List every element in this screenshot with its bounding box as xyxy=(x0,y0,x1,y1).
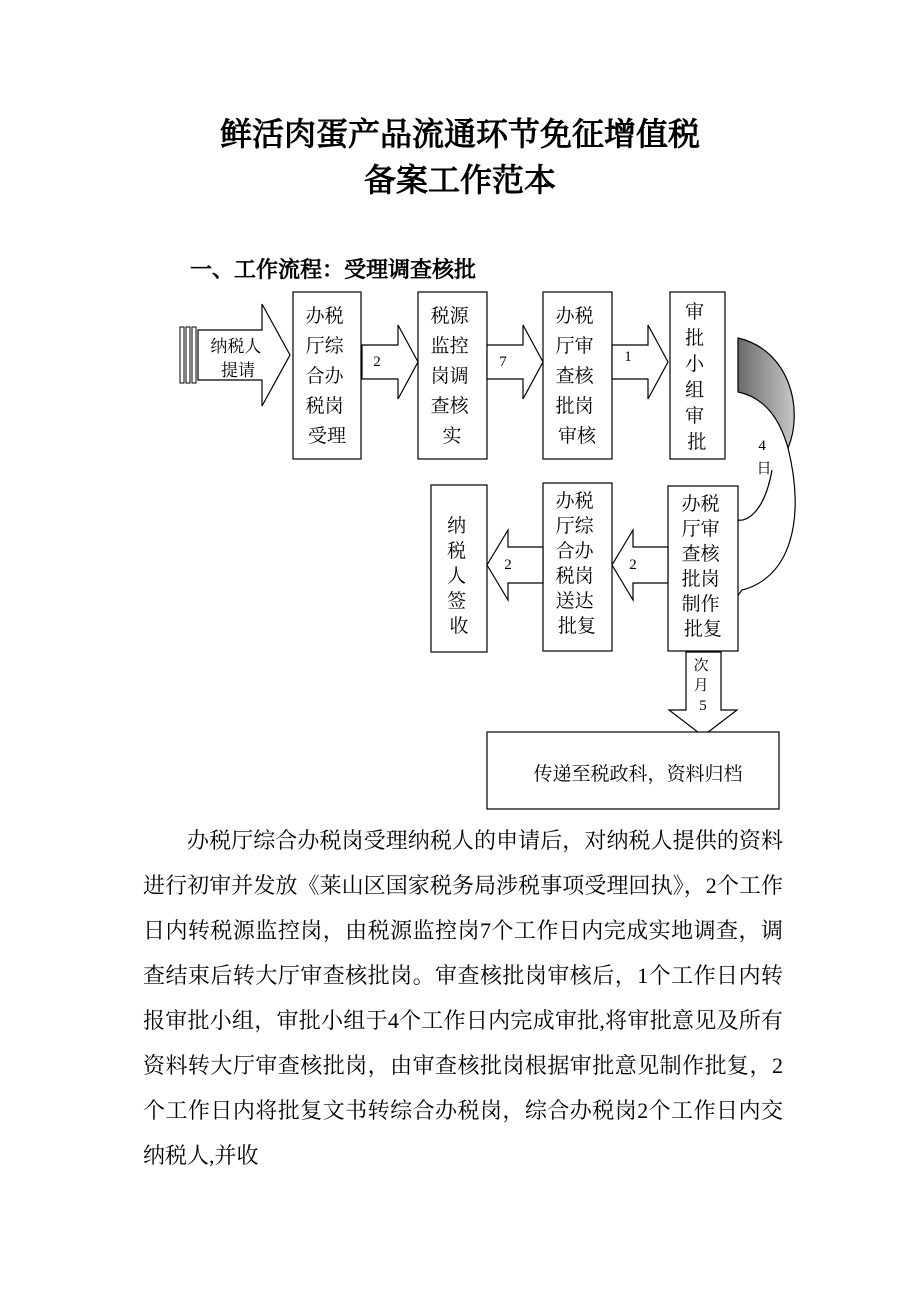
step-label-line: 批岗 xyxy=(681,569,720,590)
arrow6-days: 2 xyxy=(504,557,512,573)
step-label-line: 办税 xyxy=(681,494,720,515)
arrow2-days: 7 xyxy=(499,354,507,370)
step-label-line: 查核 xyxy=(430,396,469,417)
step-label-line: 收 xyxy=(449,616,469,637)
step-label-line: 审 xyxy=(685,302,705,323)
step-label-line: 批 xyxy=(687,432,707,453)
start-striped-block xyxy=(180,327,196,383)
step-label-line: 受理 xyxy=(307,426,347,447)
step-label-line: 批岗 xyxy=(555,396,594,417)
step-label-line: 税岗 xyxy=(305,396,344,417)
arrow1-days: 2 xyxy=(373,354,381,370)
step-label-line: 办税 xyxy=(305,306,344,327)
down-days-line: 月 xyxy=(693,678,709,694)
section-heading: 一、工作流程：受理调查核批 xyxy=(190,258,477,283)
step-label-line: 批 xyxy=(685,328,705,349)
step-label-line: 岗调 xyxy=(430,366,469,387)
step-label-line: 制作 xyxy=(681,594,720,615)
step-label-line: 组 xyxy=(685,380,705,401)
step-label-line: 办税 xyxy=(555,491,594,512)
document-title-line2: 备案工作范本 xyxy=(363,161,556,199)
start-label-line: 提请 xyxy=(221,361,255,380)
step-label-line: 人 xyxy=(447,566,467,587)
step-accept-label xyxy=(306,305,349,447)
arrow3-days: 1 xyxy=(624,349,632,365)
step-label-line: 纳 xyxy=(447,516,467,537)
step-label-line: 小 xyxy=(685,354,705,375)
body-paragraph: 办税厅综合办税岗受理纳税人的申请后，对纳税人提供的资料进行初审并发放《莱山区国家税务局涉税事项受理回执》，2个工作日内转税源监控岗，由税源监控岗7个工作日内完成实地调查，调查结束后转大厅审查核批岗。审查核批岗审核后，1个工作日内转报审批小组，审批小组于4个工作日内完成审批,将审批意见及所有资料转大厅审查核批岗，由审查核批岗根据审批意见制作批复，2个工作日内将批复文书转综合办税岗，综合办税岗2个工作日内交纳税人,并收 xyxy=(143,828,783,1168)
step-label-line: 厅综 xyxy=(305,336,344,357)
step-label-line: 监控 xyxy=(430,336,469,357)
arrow-step6-to-step7 xyxy=(487,530,543,600)
arrow-step3-to-step4 xyxy=(612,325,668,399)
down-days-line: 5 xyxy=(699,698,707,714)
archive-label: 传递至税政科，资料归档 xyxy=(533,764,743,785)
start-label-line: 纳税人 xyxy=(210,337,262,356)
step-label-line: 实 xyxy=(442,426,462,447)
document-title-line1: 鲜活肉蛋产品流通环节免征增值税 xyxy=(219,115,700,153)
curve-days-line: 日 xyxy=(756,461,772,477)
step-label-line: 税 xyxy=(447,541,467,562)
step-label-line: 批复 xyxy=(683,619,723,640)
step-label-line: 查核 xyxy=(681,544,720,565)
step-label-line: 批复 xyxy=(557,616,597,637)
step-review-label xyxy=(556,305,599,447)
step-label-line: 厅审 xyxy=(681,519,720,540)
arrow5-days: 2 xyxy=(629,557,637,573)
step-label-line: 税源 xyxy=(430,306,469,327)
step-label-line: 送达 xyxy=(555,591,594,612)
step-label-line: 税岗 xyxy=(555,566,594,587)
curved-shaded-band xyxy=(738,338,794,448)
curve-days xyxy=(756,438,771,477)
step-label-line: 查核 xyxy=(555,366,594,387)
step-taxpayer-sign-label xyxy=(447,515,471,637)
step-label-line: 审 xyxy=(685,406,705,427)
step-label-line: 厅审 xyxy=(555,336,594,357)
step-label-line: 厅综 xyxy=(555,516,594,537)
step-label-line: 合办 xyxy=(305,366,344,387)
step-label-line: 审核 xyxy=(557,426,597,447)
step-label-line: 签 xyxy=(447,591,467,612)
curve-days-line: 4 xyxy=(758,438,766,454)
arrow-step5-to-step6 xyxy=(612,530,668,600)
arrow-step1-to-step2 xyxy=(362,325,418,399)
down-days-line: 次 xyxy=(693,658,709,674)
step-label-line: 办税 xyxy=(555,306,594,327)
arrow-step2-to-step3 xyxy=(487,325,543,399)
step-label-line: 合办 xyxy=(555,541,594,562)
